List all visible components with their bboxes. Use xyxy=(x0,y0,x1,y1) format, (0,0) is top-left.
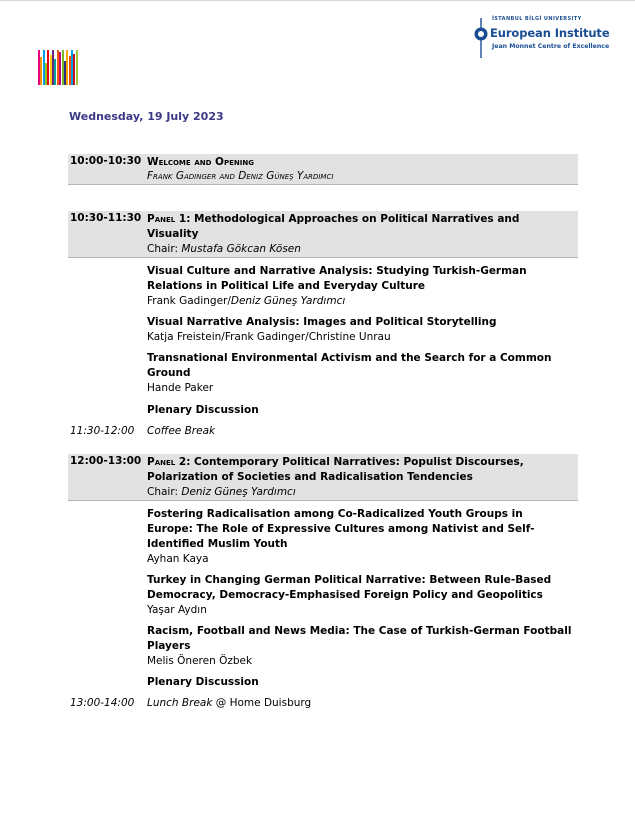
top-rule xyxy=(0,0,635,1)
institute-name: European Institute xyxy=(490,26,610,40)
talk-item: Racism, Football and News Media: The Case of Turkish-German Football Players Melis Öneren Özbek xyxy=(147,625,572,667)
logo-color-bars xyxy=(38,50,78,85)
logo-bar xyxy=(76,50,78,85)
panel1-title: Panel 1: Methodological Approaches on Political Narratives and Visuality xyxy=(147,213,520,240)
lunch-time: 13:00-14:00 xyxy=(70,697,135,709)
coffee-label: Coffee Break xyxy=(147,425,216,437)
university-name: İSTANBUL BİLGİ UNIVERSITY xyxy=(492,16,582,22)
panel2-chair: Chair: Deniz Güneş Yardımcı xyxy=(147,486,296,498)
welcome-time: 10:00-10:30 xyxy=(70,155,142,167)
european-institute-logo xyxy=(470,18,615,58)
panel2-talks xyxy=(68,506,578,696)
panel1-header-row xyxy=(68,211,578,258)
coffee-row xyxy=(68,425,578,441)
talk-item: Fostering Radicalisation among Co-Radicalized Youth Groups in Europe: The Role of Expressive Cultures among Nativist and Self-Identified Muslim Youth Ayhan Kaya xyxy=(147,508,535,565)
program-date: Wednesday, 19 July 2023 xyxy=(69,110,224,123)
panel1-time: 10:30-11:30 xyxy=(70,212,142,224)
welcome-speakers: Frank Gadinger and Deniz Güneş Yardımcı xyxy=(147,170,334,182)
coffee-time: 11:30-12:00 xyxy=(70,425,135,437)
talk-item: Visual Culture and Narrative Analysis: Studying Turkish-German Relations in Political Life and Everyday Culture Frank Gadinger/Deniz Güneş Yardımcı xyxy=(147,265,527,307)
welcome-row xyxy=(68,154,578,185)
panel1-talks xyxy=(68,263,578,416)
panel2-time: 12:00-13:00 xyxy=(70,455,142,467)
lunch-row xyxy=(68,697,578,713)
talk-item: Transnational Environmental Activism and the Search for a Common Ground Hande Paker xyxy=(147,352,552,394)
talk-item: Turkey in Changing German Political Narrative: Between Rule-Based Democracy, Democracy-Emphasised Foreign Policy and Geopolitics Yaşar Aydın xyxy=(147,574,552,616)
centre-name: Jean Monnet Centre of Excellence xyxy=(492,43,610,50)
panel2-plenary: Plenary Discussion xyxy=(147,676,259,688)
panel1-chair: Chair: Mustafa Gökcan Kösen xyxy=(147,243,301,255)
panel2-header-row xyxy=(68,454,578,501)
panel2-title: Panel 2: Contemporary Political Narratives: Populist Discourses, Polarization of Societies and Radicalisation Tendencies xyxy=(147,456,524,483)
welcome-title: Welcome and Opening xyxy=(147,156,254,168)
lunch-label: Lunch Break @ Home Duisburg xyxy=(147,697,312,709)
talk-item: Visual Narrative Analysis: Images and Political Storytelling Katja Freistein/Frank Gadinger/Christine Unrau xyxy=(147,316,497,343)
panel1-plenary: Plenary Discussion xyxy=(147,404,259,416)
